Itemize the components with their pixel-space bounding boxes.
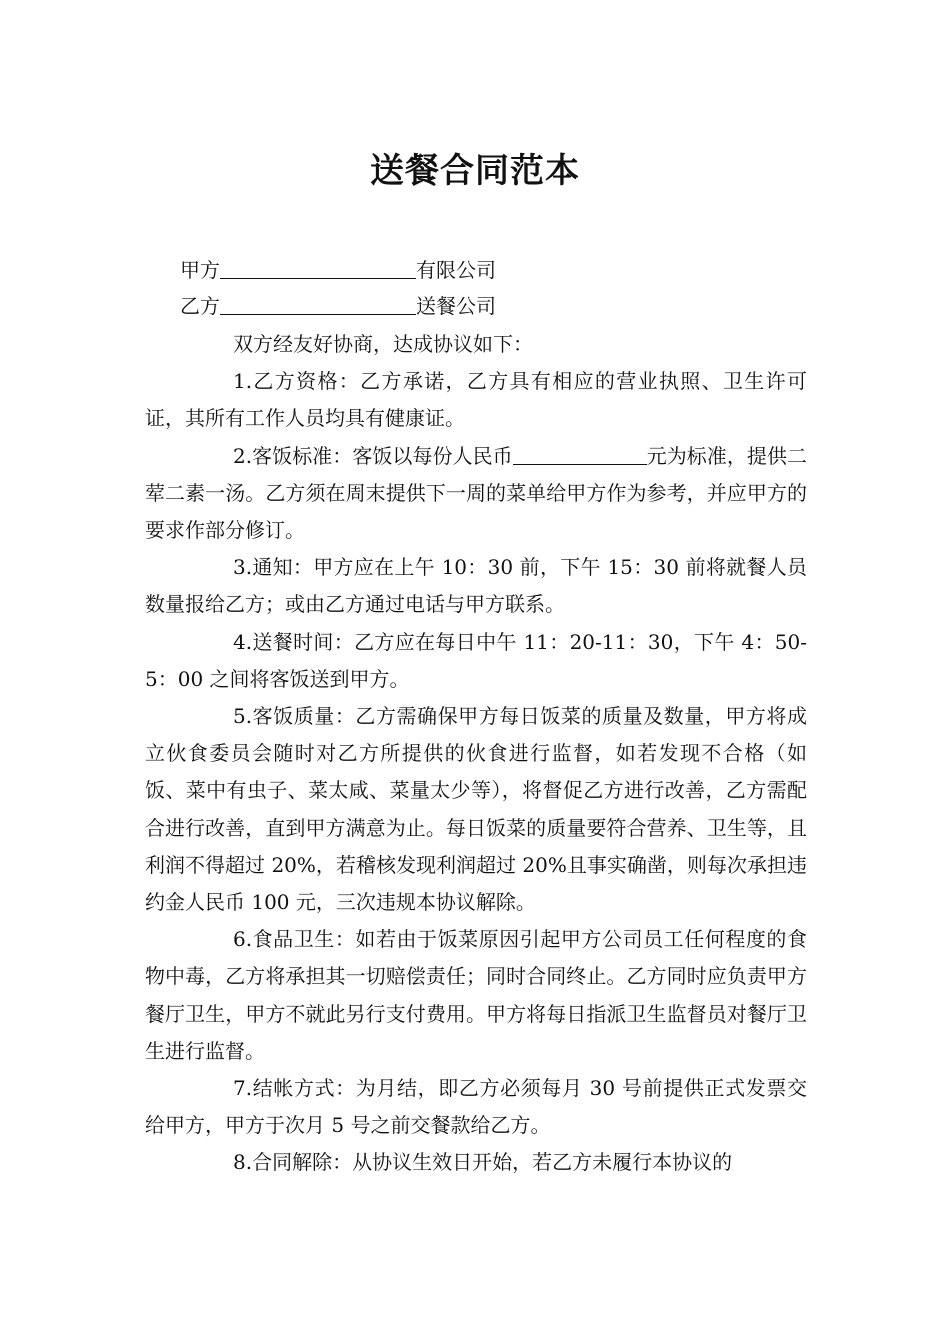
party-b-blank [220, 294, 416, 315]
clause-3: 3.通知：甲方应在上午 10：30 前，下午 15：30 前将就餐人员数量报给乙方；或由乙方通过电话与甲方联系。 [145, 555, 807, 617]
clause-2-before: 2.客饭标准：客饭以每份人民币 [233, 443, 513, 468]
party-b-line [180, 292, 496, 320]
contract-body [145, 326, 807, 1182]
document-title: 送餐合同范本 [370, 151, 580, 191]
party-b-label: 乙方 [180, 294, 220, 318]
clause-2-after: 元为标准，提供二荤二素一汤。乙方须在周末提供下一周的菜单给甲方作为参考，并应甲方的要求作部分修订。 [145, 443, 808, 543]
party-b-suffix: 送餐公司 [416, 294, 496, 318]
price-blank [513, 444, 647, 465]
clause-8: 8.合同解除：从协议生效日开始，若乙方未履行本协议的 [233, 1150, 733, 1175]
party-a-label: 甲方 [180, 258, 220, 282]
clause-7: 7.结帐方式：为月结，即乙方必须每月 30 号前提供正式发票交给甲方，甲方于次月 5 号之前交餐款给乙方。 [145, 1076, 807, 1138]
intro-paragraph: 双方经友好协商，达成协议如下： [233, 332, 533, 356]
party-a-blank [220, 258, 416, 279]
clause-6: 6.食品卫生：如若由于饭菜原因引起甲方公司员工任何程度的食物中毒，乙方将承担其一切赔偿责任；同时合同终止。乙方同时应负责甲方餐厅卫生，甲方不就此另行支付费用。甲方将每日指派卫生监督员对餐厅卫生进行监督。 [145, 927, 807, 1063]
clause-1: 1.乙方资格：乙方承诺，乙方具有相应的营业执照、卫生许可证，其所有工作人员均具有健康证。 [145, 369, 807, 431]
clause-4: 4.送餐时间：乙方应在每日中午 11：20-11：30，下午 4：50-5：00 之间将客饭送到甲方。 [145, 629, 807, 691]
party-a-suffix: 有限公司 [416, 258, 496, 282]
clause-2 [145, 438, 807, 550]
clause-5: 5.客饭质量：乙方需确保甲方每日饭菜的质量及数量，甲方将成立伙食委员会随时对乙方所提供的伙食进行监督，如若发现不合格（如 饭、菜中有虫子、菜太咸、菜量太少等），将督促乙方进行改善，乙方需配合进行改善，直到甲方满意为止。每日饭菜的质量要符合营养、卫生等，且利润不得超过 20%，若稽核发现利润超过 20%且事实确凿，则每次承担违约金人民币 100 元，三次违规本协议解除。 [145, 704, 807, 915]
party-a-line [180, 256, 496, 284]
